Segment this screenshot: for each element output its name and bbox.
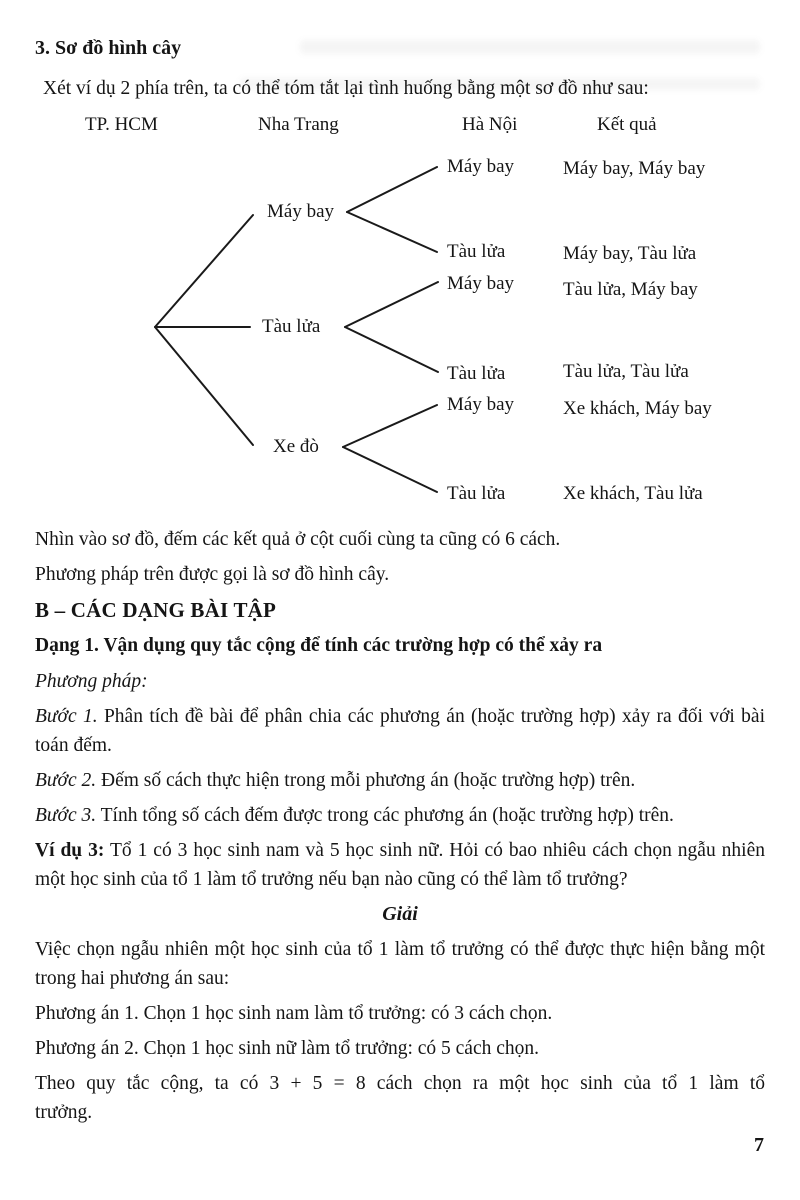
solution-heading: Giải bbox=[382, 903, 418, 925]
para-option-1: Phương án 1. Chọn 1 học sinh nam làm tổ trưởng: có 3 cách chọn. bbox=[35, 1003, 553, 1024]
step-1-text: Phân tích đề bài để phân chia các phương án (hoặc trường hợp) xảy ra đối với bài toán đếm. bbox=[35, 706, 765, 756]
tree-leaf: Máy bay bbox=[447, 156, 515, 177]
step-3-label: Bước 3. bbox=[35, 805, 97, 826]
step-3-text: Tính tổng số cách đếm được trong các phương án (hoặc trường hợp) trên. bbox=[96, 805, 674, 826]
para-step-3 bbox=[35, 801, 765, 830]
para-example-3 bbox=[35, 836, 765, 894]
column-header-hanoi: Hà Nội bbox=[462, 114, 518, 135]
tree-result: Xe khách, Tàu lửa bbox=[563, 483, 703, 504]
tree-leaf: Máy bay bbox=[447, 394, 515, 415]
step-2-text: Đếm số cách thực hiện trong mỗi phương án (hoặc trường hợp) trên. bbox=[96, 770, 636, 791]
tree-leaf: Tàu lửa bbox=[447, 241, 506, 262]
tree-leaf: Tàu lửa bbox=[447, 363, 506, 384]
para-step-1 bbox=[35, 702, 765, 760]
para-method-label: Phương pháp: bbox=[35, 671, 148, 692]
tree-leaf: Tàu lửa bbox=[447, 483, 506, 504]
step-1-label: Bước 1. bbox=[35, 706, 98, 727]
heading-section-b: B – CÁC DẠNG BÀI TẬP bbox=[35, 598, 277, 622]
page-number: 7 bbox=[754, 1134, 764, 1156]
column-header-ketqua: Kết quả bbox=[597, 114, 657, 135]
page-content bbox=[35, 36, 765, 1133]
tree-result: Tàu lửa, Tàu lửa bbox=[563, 361, 689, 382]
tree-leaf: Máy bay bbox=[447, 273, 515, 294]
step-2-label: Bước 2. bbox=[35, 770, 97, 791]
para-method-name: Phương pháp trên được gọi là sơ đồ hình cây. bbox=[35, 564, 390, 585]
column-header-tphcm: TP. HCM bbox=[85, 114, 158, 135]
para-option-2: Phương án 2. Chọn 1 học sinh nữ làm tổ trưởng: có 5 cách chọn. bbox=[35, 1038, 540, 1059]
heading-dang-1: Dạng 1. Vận dụng quy tắc cộng để tính các trường hợp có thể xảy ra bbox=[35, 635, 603, 656]
column-header-nhatrang: Nha Trang bbox=[258, 114, 339, 135]
tree-node-taulua: Tàu lửa bbox=[262, 316, 321, 337]
example-3-label: Ví dụ 3: bbox=[35, 840, 105, 861]
para-solution-intro: Việc chọn ngẫu nhiên một học sinh của tổ 1 làm tổ trưởng có thể được thực hiện bằng một trong hai phương án sau: bbox=[35, 939, 765, 989]
tree-result: Xe khách, Máy bay bbox=[563, 398, 712, 419]
section-heading: 3. Sơ đồ hình cây bbox=[35, 37, 182, 59]
tree-diagram bbox=[35, 109, 765, 511]
example-3-text: Tổ 1 có 3 học sinh nam và 5 học sinh nữ. Hỏi có bao nhiêu cách chọn ngẫu nhiên một học sinh của tổ 1 làm tổ trưởng nếu bạn nào cũng có thể làm tổ trưởng? bbox=[35, 840, 765, 890]
para-observation: Nhìn vào sơ đồ, đếm các kết quả ở cột cuối cùng ta cũng có 6 cách. bbox=[35, 529, 561, 550]
tree-result: Máy bay, Máy bay bbox=[563, 158, 706, 179]
tree-node-xedo: Xe đò bbox=[273, 436, 319, 457]
para-conclusion: Theo quy tắc cộng, ta có 3 + 5 = 8 cách chọn ra một học sinh của tổ 1 làm tổ trưởng. bbox=[35, 1073, 765, 1123]
tree-result: Máy bay, Tàu lửa bbox=[563, 243, 697, 264]
para-step-2 bbox=[35, 766, 765, 795]
intro-paragraph: Xét ví dụ 2 phía trên, ta có thể tóm tắt lại tình huống bằng một sơ đồ như sau: bbox=[43, 78, 649, 99]
tree-node-maybay: Máy bay bbox=[267, 201, 335, 222]
tree-result: Tàu lửa, Máy bay bbox=[563, 279, 698, 300]
